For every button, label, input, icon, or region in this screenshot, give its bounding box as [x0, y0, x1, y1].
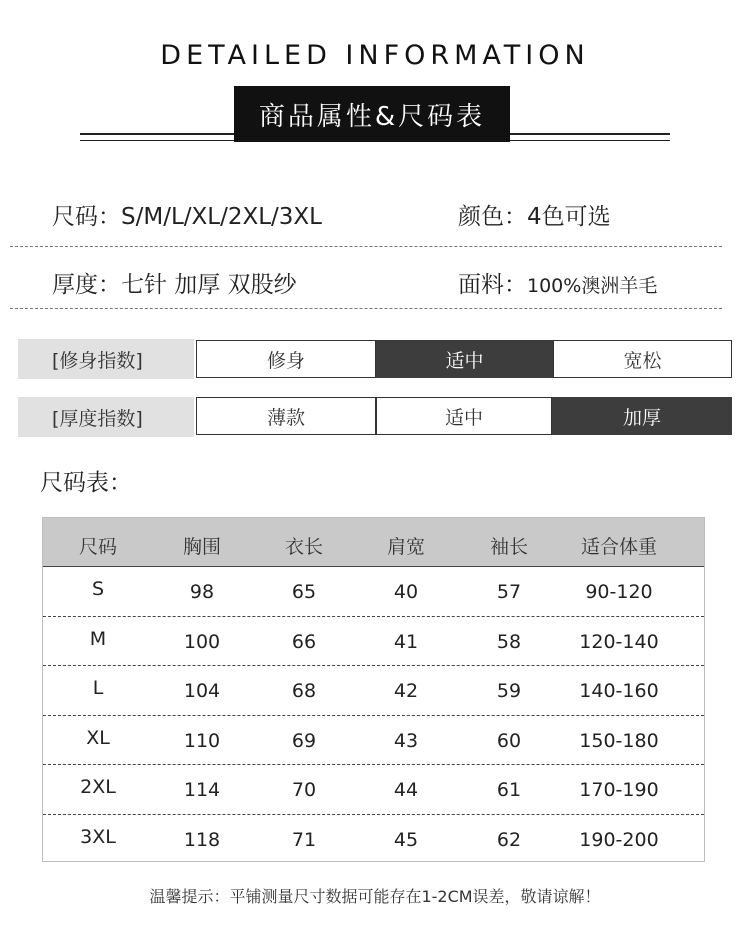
row-divider [43, 715, 704, 716]
spec-fabric-label: 面料： [458, 272, 527, 298]
table-header-cell: 适合体重 [580, 536, 657, 558]
table-header-cell: 袖长 [489, 536, 528, 558]
thickness-option-medium: 适中 [376, 397, 552, 435]
table-cell: 69 [291, 729, 317, 752]
spec-color-value: 4色可选 [527, 204, 611, 230]
table-cell: 114 [183, 779, 221, 801]
header-title-cn: 商品属性&尺码表 [234, 86, 510, 142]
table-cell: S [91, 578, 105, 600]
table-cell: 59 [496, 680, 522, 702]
fit-option-loose: 宽松 [553, 340, 732, 378]
table-cell: 70 [291, 779, 317, 801]
table-cell: 61 [496, 779, 522, 801]
table-cell: 40 [393, 581, 419, 603]
table-cell: 150-180 [579, 729, 659, 752]
table-cell: 62 [496, 828, 522, 851]
table-cell: 60 [496, 729, 522, 752]
spec-size [52, 198, 322, 231]
table-cell: 98 [189, 581, 215, 603]
table-cell: 190-200 [579, 828, 659, 851]
size-table [42, 517, 705, 862]
thickness-option-thin: 薄款 [196, 397, 376, 435]
table-header-cell: 胸围 [182, 536, 221, 558]
table-cell: 42 [393, 680, 419, 702]
table-header-cell: 衣长 [284, 536, 323, 558]
row-divider [43, 814, 704, 815]
spec-size-label: 尺码： [52, 204, 121, 230]
table-cell: 66 [291, 630, 317, 653]
table-cell: 100 [183, 630, 221, 653]
row-divider [43, 665, 704, 666]
table-cell: 44 [393, 779, 419, 801]
table-cell: 45 [393, 828, 419, 851]
thickness-index-label: [厚度指数] [18, 397, 194, 437]
header-title-en: DETAILED INFORMATION [160, 40, 590, 71]
spec-thickness [52, 266, 297, 299]
spec-fabric-value: 100%澳洲羊毛 [527, 275, 658, 297]
measurement-note: 温馨提示：平铺测量尺寸数据可能存在1-2CM误差，敬请谅解！ [149, 887, 601, 906]
fit-index-label: [修身指数] [18, 339, 194, 379]
table-cell: 57 [496, 581, 522, 603]
divider [10, 308, 722, 309]
table-cell: 3XL [80, 825, 116, 848]
spec-size-value: S/M/L/XL/2XL/3XL [121, 204, 322, 230]
spec-thickness-label: 厚度： [52, 272, 121, 298]
size-table-title: 尺码表： [40, 470, 132, 496]
thickness-option-thick: 加厚 [552, 397, 732, 435]
table-cell: XL [86, 726, 110, 749]
spec-thickness-value: 七针 加厚 双股纱 [121, 272, 297, 298]
table-cell: 71 [291, 828, 317, 851]
table-cell: 41 [393, 630, 419, 653]
row-divider [43, 616, 704, 617]
table-cell: L [92, 677, 104, 699]
spec-color-label: 颜色： [458, 204, 527, 230]
row-divider [43, 764, 704, 765]
table-header-cell: 尺码 [78, 536, 117, 558]
spec-color [458, 198, 611, 231]
table-cell: 90-120 [585, 581, 653, 603]
table-cell: M [89, 627, 107, 650]
divider [10, 246, 722, 247]
table-cell: 170-190 [579, 779, 659, 801]
table-cell: 2XL [80, 776, 116, 798]
table-cell: 110 [183, 729, 221, 752]
fit-option-regular: 适中 [376, 340, 553, 378]
table-cell: 118 [183, 828, 221, 851]
row-divider [43, 566, 704, 567]
fit-option-slim: 修身 [196, 340, 376, 378]
table-cell: 120-140 [579, 630, 659, 653]
table-header-cell: 肩宽 [386, 536, 425, 558]
table-cell: 58 [496, 630, 522, 653]
table-cell: 104 [183, 680, 221, 702]
table-cell: 43 [393, 729, 419, 752]
table-cell: 140-160 [579, 680, 659, 702]
table-cell: 68 [291, 680, 317, 702]
spec-fabric [458, 266, 657, 299]
table-cell: 65 [291, 581, 317, 603]
